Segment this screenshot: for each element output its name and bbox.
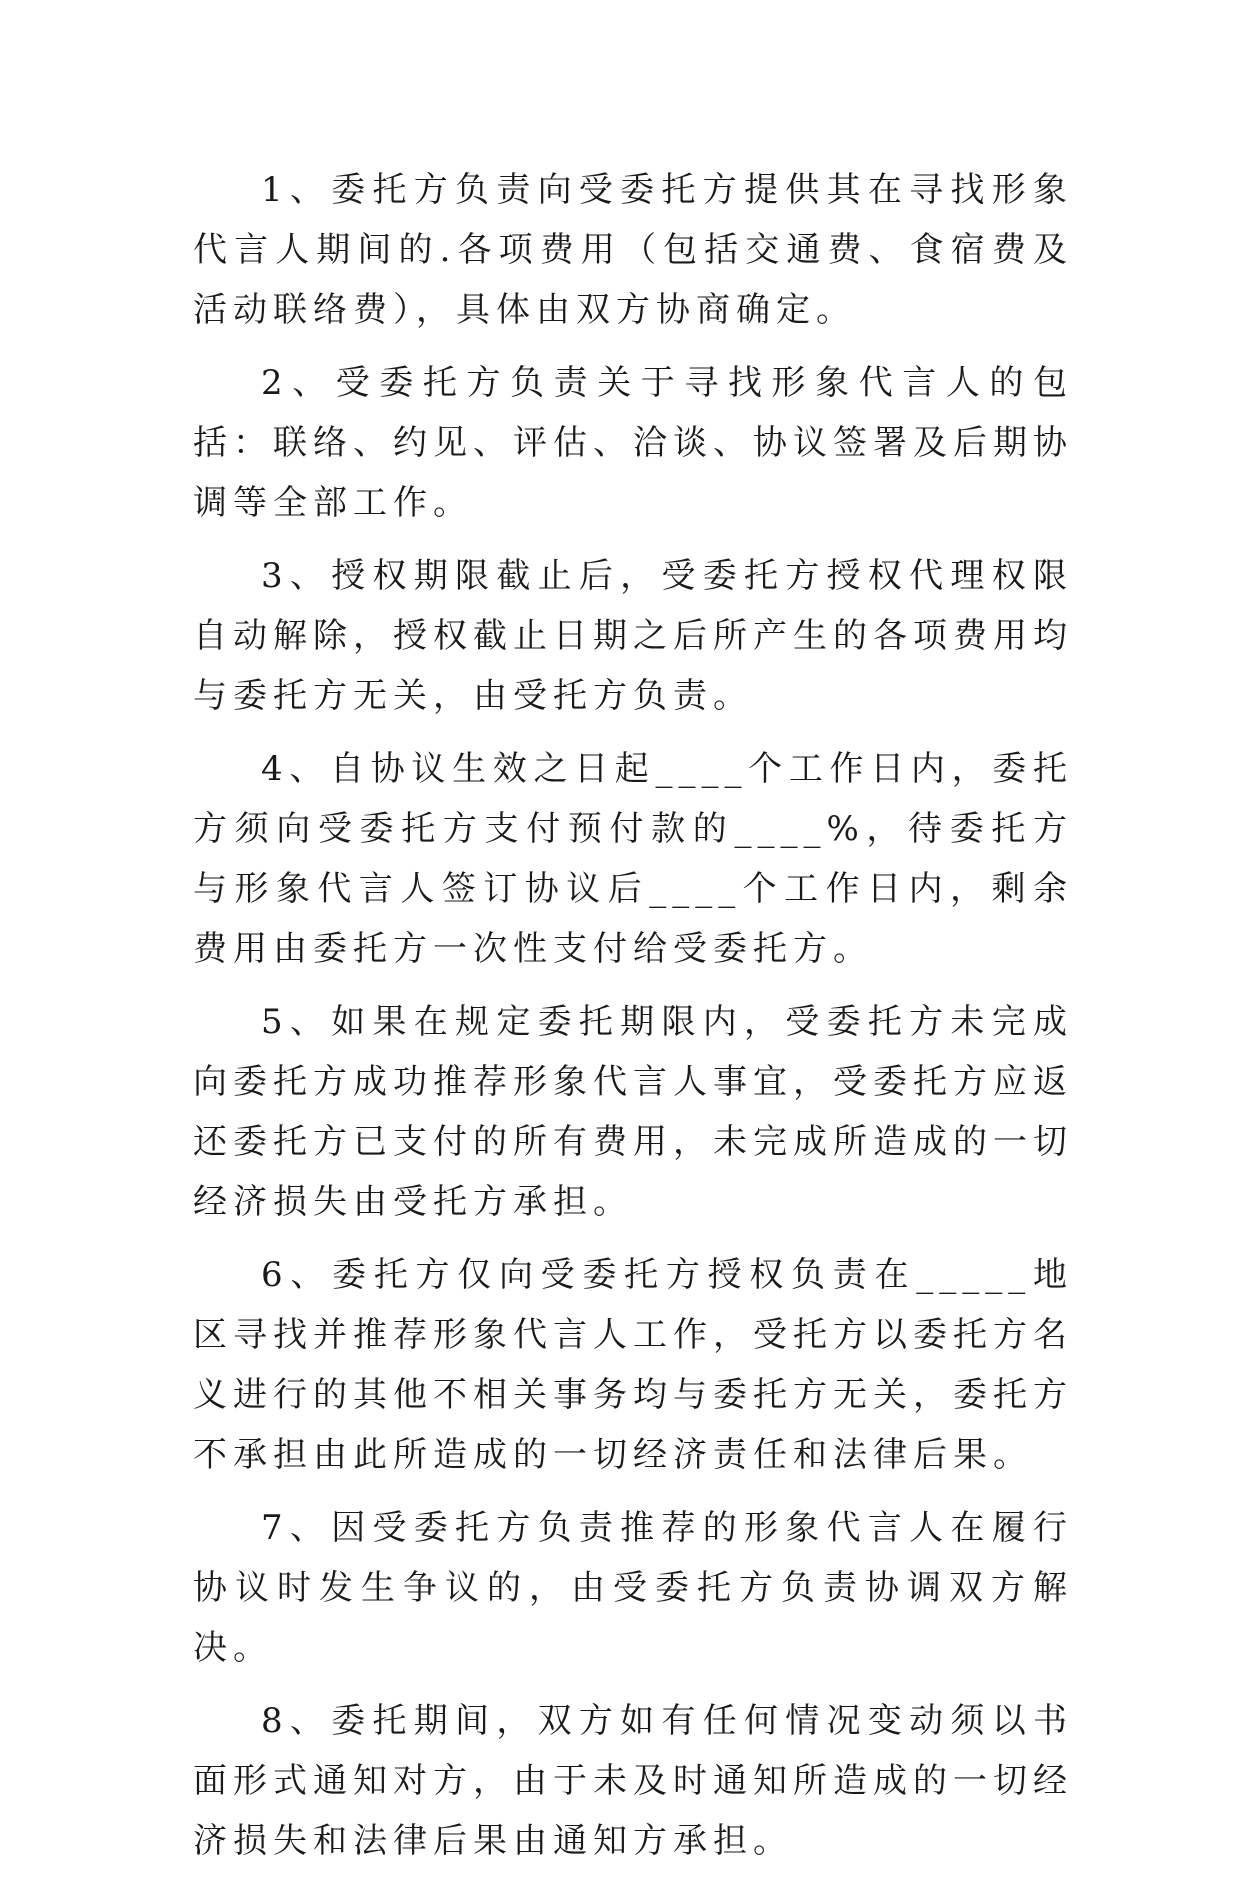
clause-5: 5、如果在规定委托期限内，受委托方未完成向委托方成功推荐形象代言人事宜，受委托方应返还委托方已支付的所有费用，未完成所造成的一切经济损失由受托方承担。 <box>193 1002 1073 1222</box>
clause-1: 1、委托方负责向受委托方提供其在寻找形象代言人期间的.各项费用（包括交通费、食宿费及活动联络费），具体由双方协商确定。 <box>193 170 1073 330</box>
clause-8: 8、委托期间，双方如有任何情况变动须以书面形式通知对方，由于未及时通知所造成的一切经济损失和法律后果由通知方承担。 <box>193 1701 1073 1861</box>
clause-3: 3、授权期限截止后，受委托方授权代理权限自动解除，授权截止日期之后所产生的各项费用均与委托方无关，由受托方负责。 <box>193 556 1073 716</box>
clause-4: 4、自协议生效之日起____个工作日内，委托方须向受委托方支付预付款的____%，待委托方与形象代言人签订协议后____个工作日内，剩余费用由委托方一次性支付给受委托方。 <box>193 749 1073 969</box>
clause-2: 2、受委托方负责关于寻找形象代言人的包括：联络、约见、评估、洽谈、协议签署及后期协调等全部工作。 <box>193 363 1073 523</box>
clause-7: 7、因受委托方负责推荐的形象代言人在履行协议时发生争议的，由受委托方负责协调双方解决。 <box>193 1508 1073 1668</box>
clause-6: 6、委托方仅向受委托方授权负责在_____地区寻找并推荐形象代言人工作，受托方以委托方名义进行的其他不相关事务均与委托方无关，委托方不承担由此所造成的一切经济责任和法律后果。 <box>193 1255 1073 1475</box>
document-body <box>193 160 1073 1884</box>
